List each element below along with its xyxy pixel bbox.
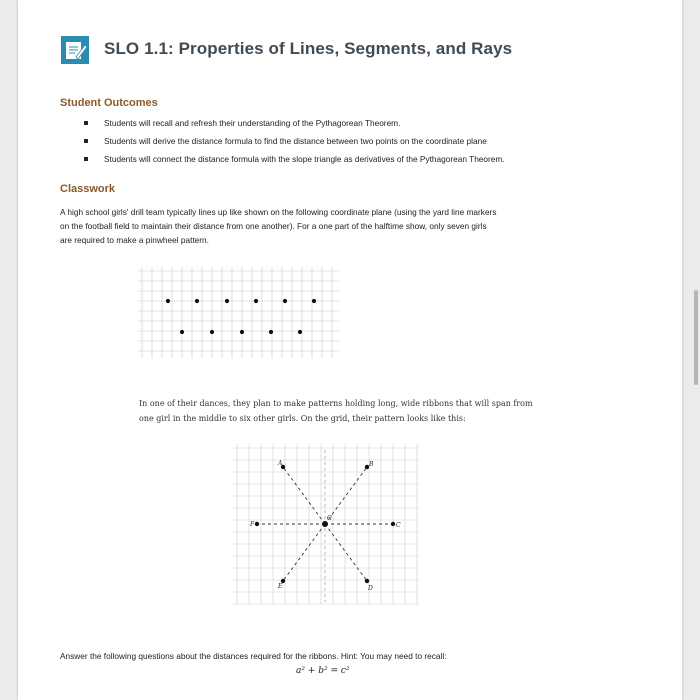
- list-item: Students will connect the distance formula with the slope triangle as derivatives of the Pythagorean Theorem.: [60, 150, 505, 168]
- lineup-grid-figure: [138, 265, 343, 360]
- point-label-g: G: [327, 515, 332, 522]
- text-line: In one of their dances, they plan to make patterns holding long, wide ribbons that will span from: [139, 399, 533, 408]
- student-outcomes-heading: Student Outcomes: [60, 97, 158, 109]
- text-line: A high school girls' drill team typically lines up like shown on the following coordinate plane (using the yard line markers: [60, 207, 497, 217]
- list-item: Students will recall and refresh their understanding of the Pythagorean Theorem.: [60, 114, 505, 132]
- text-line: one girl in the middle to six other girls. On the grid, their pattern looks like this:: [139, 414, 466, 423]
- pinwheel-grid-figure: [231, 442, 421, 607]
- page-title: SLO 1.1: Properties of Lines, Segments, and Rays: [104, 39, 513, 58]
- point-label-e: E: [278, 583, 283, 590]
- point-label-c: C: [396, 522, 401, 529]
- classwork-paragraph: [60, 205, 496, 247]
- scrollbar-thumb[interactable]: [694, 290, 698, 385]
- list-item: Students will derive the distance formula to find the distance between two points on the coordinate plane: [60, 132, 505, 150]
- point-label-a: A: [278, 460, 283, 467]
- text-line: on the football field to maintain their distance from one another). For a one part of the halftime show, only seven girls: [60, 221, 487, 231]
- document-page: [18, 0, 682, 700]
- dances-paragraph: [139, 396, 533, 426]
- outcomes-list: [60, 114, 505, 168]
- answer-instructions: Answer the following questions about the distances required for the ribbons. Hint: You may need to recall:: [60, 651, 447, 661]
- point-label-d: D: [368, 585, 373, 592]
- pythagorean-formula: a² + b² = c²: [296, 666, 350, 676]
- classwork-heading: Classwork: [60, 183, 116, 195]
- edit-document-icon: [61, 36, 89, 64]
- point-label-f: F: [250, 521, 255, 528]
- text-line: are required to make a pinwheel pattern.: [60, 235, 209, 245]
- point-label-b: B: [369, 461, 374, 468]
